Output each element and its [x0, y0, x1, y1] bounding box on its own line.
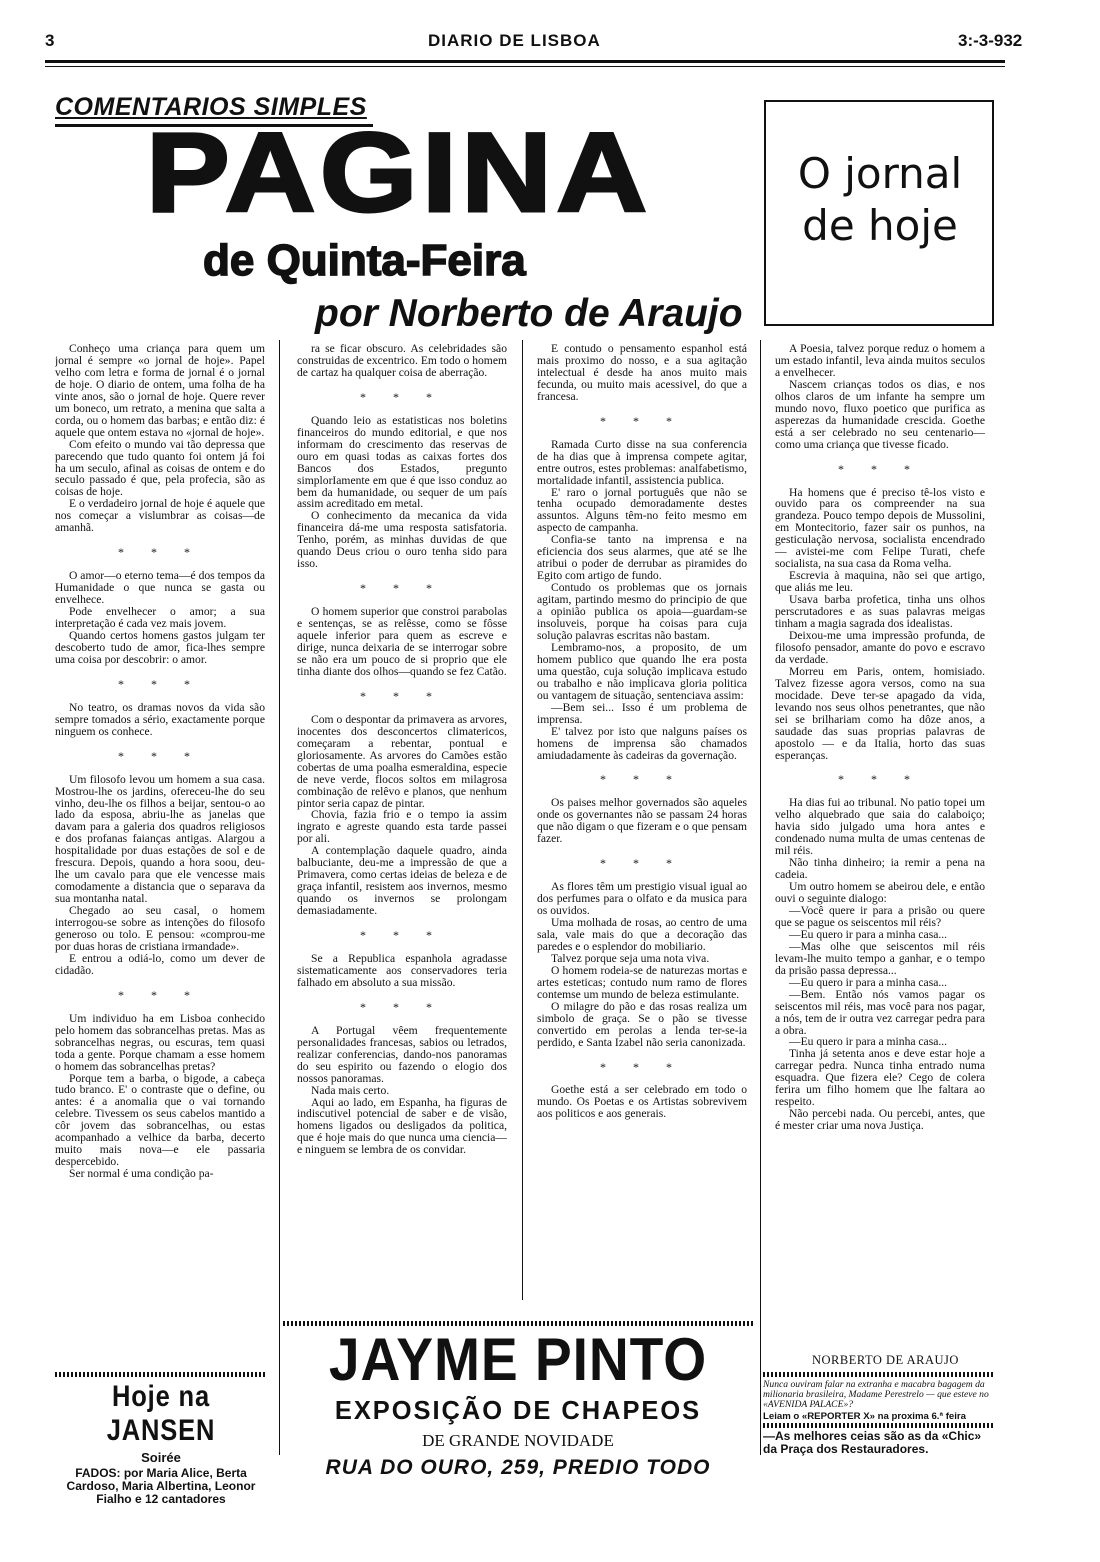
article-paragraph: Um filosofo levou um homem a sua casa. Mostrou-lhe os jardins, ofereceu-lhe do seu vinho, deu-lhe os filhos a beijar, sentou-o ao lado da esposa, abriu-lhe as janelas que davam para a galeria dos quadros religiosos e dos profanas faianças antigas. Alargou a hospitalidade por duas estações de sol e de frescura. Depois, quando a hora soou, deu-lhe um cavalo para que ele vencesse mais comodamente a distancia que o separava da sua montanha natal.	[55, 772, 265, 906]
issue-date: 3:-3-932	[958, 31, 1023, 50]
article-paragraph: Quando certos homens gastos julgam ter descoberto tudo de amor, fica-lhes sempre uma coisa por descobrir: o amor.	[55, 628, 265, 666]
newspaper-name: DIARIO DE LISBOA	[428, 31, 601, 50]
article-paragraph: Um individuo ha em Lisboa conhecido pelo homem das sobrancelhas pretas. Mas as sobrancelhas negras, ou escuras, tem quasi toda a gente. Porque chamam a esse homem o homem das sobrancelhas pretas?	[55, 1011, 265, 1073]
section-title: COMENTARIOS SIMPLES	[55, 93, 367, 121]
article-paragraph: As flores têm um prestigio visual igual ao dos perfumes para o olfato e da musica para os ouvidos.	[537, 880, 747, 918]
article-paragraph: Aqui ao lado, em Espanha, ha figuras de indiscutivel potencial de saber e de visão, homens ligados ou desligados da politica, que é hoje mais do que nunca uma ciencia—e ninguem se lembra de os convidar.	[297, 1095, 507, 1157]
article-paragraph: —Eu quero ir para a minha casa...	[789, 927, 948, 941]
article-paragraph: Nada mais certo.	[311, 1083, 390, 1097]
ad-reporter-border-bottom	[763, 1423, 995, 1428]
article-paragraph: Talvez porque seja uma nota viva.	[551, 951, 710, 965]
article-paragraph: Nascem crianças todos os dias, e nos olhos claros de um infante ha sempre um mundo novo, fluxo poetico que purifica as asperezas da humanidade crescida. Goethe está a ser celebrado no seu centenario—como uma criança que tivesse ficado.	[775, 377, 985, 451]
article-paragraph: O milagre do pão e das rosas realiza um simbolo de graça. Se o pão se tivesse convertido em perolas a lenda ter-se-ia perdido, e Santa Izabel não seria canonizada.	[537, 999, 747, 1049]
article-paragraph: A Poesia, talvez porque reduz o homem a um estado infantil, leva ainda muitos seculos a envelhecer.	[775, 343, 985, 379]
article-paragraph: Ha dias fui ao tribunal. No patio topei um velho alquebrado que saia do calaboiço; havia sido julgado uma hora antes e condenado numa multa de umas centenas de mil réis.	[775, 796, 985, 858]
article-paragraph: Uma molhada de rosas, ao centro de uma sala, vale mais do que a decoração das paredes e o esplendor do mobiliario.	[537, 916, 747, 953]
ad-jansen-title: Hoje na JANSEN	[106, 1380, 216, 1447]
article-paragraph: —Você quere ir para a prisão ou quere que se pague os seiscentos mil réis?	[775, 903, 985, 929]
sub-headline: de Quinta-Feira	[203, 236, 526, 285]
article-column-3	[537, 343, 747, 1300]
article-paragraph: Chegado ao seu casal, o homem interrogou-se sobre as intenções do filosofo generoso ou tolo. E pensou: «comprou-me por duas horas de cristiana irmandade».	[55, 904, 265, 953]
article-paragraph: Quando leio as estatisticas nos boletins financeiros do mundo editorial, e que nos informam do crescimento das reservas de ouro em quasi todas as caixas fortes dos Bancos dos Estados, pregunto simplorIamente em que é que isso conduz ao bem da humanidade, ou sequer de um país assim acreditado em metal.	[297, 413, 507, 511]
article-paragraph: E contudo o pensamento espanhol está mais proximo do nosso, e a sua agitação intelectual é desde ha anos muito mais fecunda, ou muito mais acessivel, do que a francesa.	[537, 343, 747, 403]
header-rule-thin	[45, 66, 1005, 67]
article-paragraph: ra se ficar obscuro. As celebridades são construidas de excentrico. Em todo o homem de cartaz ha qualquer coisa de aberração.	[297, 343, 507, 379]
section-separator-stars: * * *	[360, 688, 444, 703]
section-separator-stars: * * *	[360, 389, 444, 404]
article-paragraph: Porque tem a barba, o bigode, a cabeça tudo branco. E' o contraste que o define, ou antes: é a anomalia que o vai tornando celebre. Tivessem os seus cabelos mantido a côr jovem das sobrancelhas, ou estas acompanhado a velhice da barba, decerto muito mais nova—e ele passaria despercebido.	[55, 1071, 265, 1169]
page-number: 3	[45, 31, 55, 50]
column-divider-1	[279, 340, 280, 1455]
ad-jayme-line2: DE GRANDE NOVIDADE	[422, 1431, 614, 1450]
ad-jansen	[55, 1380, 267, 1506]
article-paragraph: Com o despontar da primavera as arvores, inocentes dos desconcertos climatericos, começaram a rebentar, pontual e gloriosamente. As arvores do Camões estão cobertas de uma poalha esmeraldina, especie de neve verde, flocos soltos em milagrosa combinação de relêvo e planos, que nenhum pintor seria capaz de pintar.	[297, 712, 507, 810]
ad-jayme	[283, 1326, 753, 1482]
article-paragraph: Lembramo-nos, a proposito, de um homem publico que quando lhe era posta uma questão, cuja solução implicava estudo ou trabalho e não implicava gloria politica ou vantagem de situação, sentenciava assim:	[537, 640, 747, 702]
ad-reporter-border-top	[763, 1372, 995, 1377]
sidebar-box	[764, 100, 994, 326]
article-column-4	[775, 343, 985, 1333]
ad-reporter-cta: Leiam o «REPORTER X» na proxima 6.ª feira	[763, 1410, 966, 1422]
byline: por Norberto de Araujo	[315, 292, 743, 335]
section-separator-stars: * * *	[600, 856, 684, 871]
article-paragraph: O conhecimento da mecanica da vida financeira dá-me uma resposta satisfatoria. Tenho, porém, as minhas duvidas de que quando Deus criou o ouro tenha sido para isso.	[297, 509, 507, 571]
article-paragraph: No teatro, os dramas novos da vida são sempre tomados a sério, exactamente porque ninguem os conhece.	[55, 700, 265, 738]
ad-jansen-border-top	[55, 1372, 267, 1377]
article-paragraph: Confia-se tanto na imprensa e na eficiencia dos seus alarmes, que até se lhe atribui o poder de derrubar as piramides do Egito com artigo de fundo.	[537, 533, 747, 583]
section-separator-stars: * * *	[600, 772, 684, 787]
ad-jansen-subtitle: Soirée	[141, 1450, 181, 1465]
section-separator-stars: * * *	[118, 676, 202, 691]
section-separator-stars: * * *	[838, 461, 922, 476]
article-paragraph: Um outro homem se abeirou dele, e então ouvi o seguinte dialogo:	[775, 880, 985, 906]
article-paragraph: Contudo os problemas que os jornais agitam, partindo mesmo do principio de que a opinião publica os apoia—guardam-se insoluveis, porque ha coisas para cuja solução palavras escritas não bastam.	[537, 581, 747, 642]
article-column-1	[55, 343, 265, 1343]
article-paragraph: E' raro o jornal português que não se tenha ocupado demoradamente destes assuntos. Alguns têm-no feito mesmo em aspecto de campanha.	[537, 485, 747, 535]
article-paragraph: Se a Republica espanhola agradasse sistematicamente aos conservadores teria falhado em absoluto a sua missão.	[297, 951, 507, 989]
article-paragraph: E o verdadeiro jornal de hoje é aquele que nos começar a vislumbrar as coisas—de amanhã.	[55, 497, 265, 535]
ad-jansen-text: FADOS: por Maria Alice, Berta Cardoso, Maria Albertina, Leonor Fialho e 12 cantadores	[66, 1466, 256, 1506]
section-separator-stars: * * *	[360, 928, 444, 943]
article-paragraph: Não tinha dinheiro; ia remir a pena na cadeia.	[775, 856, 985, 882]
article-paragraph: E entrou a odiá-lo, como um dever de cidadão.	[55, 951, 265, 977]
article-paragraph: —Bem sei... Isso é um problema de imprensa.	[537, 700, 747, 726]
section-separator-stars: * * *	[600, 413, 684, 428]
sidebar-box-title: O jornal de hoje	[797, 149, 963, 250]
article-paragraph: Com efeito o mundo vai tão depressa que parecendo que tudo quanto foi ontem já foi ha um seculo, afinal as coisas de ontem e do seculo passado é que, pela profecia, são as coisas de hoje.	[55, 437, 265, 499]
article-paragraph: Escrevia à maquina, não sei que artigo, que aliás me leu.	[775, 569, 985, 595]
section-separator-stars: * * *	[600, 1059, 684, 1074]
article-paragraph: Conheço uma criança para quem um jornal é sempre «o jornal de hoje». Papel velho com letra e forma de jornal é o jornal de hoje. O diario de ontem, uma folha de ha vinte anos, são o jornal de hoje. Quere rever um boneco, um retrato, a menina que salta a corda, ou o homem das barbas; e então diz: é aquele que ontem estava no «jornal de hoje».	[55, 343, 265, 439]
article-paragraph: Deixou-me uma impressão profunda, de filosofo pensador, amante do povo e escravo da verdade.	[775, 628, 985, 666]
section-separator-stars: * * *	[118, 748, 202, 763]
article-paragraph: —Mas olhe que seiscentos mil réis levam-lhe muito tempo a ganhar, e o tempo da prisão passa depressa...	[775, 939, 985, 977]
ad-reporter-text: Nunca ouviram falar na extranha e macabra bagagem da milionaria brasileira, Madame Perestrelo — que esteve no «AVENIDA PALACE»?	[763, 1379, 989, 1411]
article-paragraph: Ramada Curto disse na sua conferencia de ha dias que à imprensa compete agitar, entre outros, estes problemas: analfabetismo, mortalidade infantil, assistencia publica.	[537, 437, 747, 487]
section-separator-stars: * * *	[118, 987, 202, 1002]
article-paragraph: —Bem. Então nós vamos pagar os seiscentos mil réis, mas você para nos pagar, a nós, tem de ir outra vez carregar pedra para a obra.	[775, 987, 985, 1037]
column-divider-3	[760, 340, 761, 1455]
main-headline: PAGINA	[146, 110, 652, 235]
section-separator-stars: * * *	[360, 581, 444, 596]
article-paragraph: Pode envelhecer o amor; a sua interpretação é cada vez mais jovem.	[55, 605, 265, 631]
ad-jayme-line3: RUA DO OURO, 259, PREDIO TODO	[325, 1456, 711, 1479]
article-paragraph: —Eu quero ir para a minha casa...	[789, 1035, 948, 1049]
article-paragraph: Ha homens que é preciso tê-los visto e ouvido para os compreender na sua grandeza. Pouco tempo depois de Mussolini, em Montecitorio, fazer sair os punhos, na gesticulação nervosa, socialista encendrado — avistei-me com Felipe Turati, chefe socialista, na sua casa da Roma velha.	[775, 485, 985, 571]
article-paragraph: Morreu em Paris, ontem, homisiado. Talvez fizesse agora versos, como na sua mocidade. Deve ter-se apagado da vida, levando nos seus olhos penetrantes, que não sei se brilhariam como ha dôze anos, a saudade das suas proprias palavras de apostolo — e da Italia, horto das suas esperanças.	[775, 664, 985, 762]
article-paragraph: A contemplação daquele quadro, ainda balbuciante, deu-me a impressão de que a Primavera, como certas ideias de beleza e de graça infantil, resistem aos invernos, mesmo quando os invernos se prolongam demasiadamente.	[297, 844, 507, 918]
article-paragraph: E' talvez por isto que nalguns países os homens de imprensa são chamados amiudadamente às cadeiras da governação.	[537, 724, 747, 762]
ad-reporter	[763, 1380, 995, 1422]
article-paragraph: O homem superior que constroi parabolas e sentenças, se as relêsse, como se fôsse aquele inferior para quem as escreve e dirige, nunca deixaria de se interrogar sobre se não era um pouco de si proprio que ele tinha diante dos olhos—quando se fez Catão.	[297, 605, 507, 678]
author-signature: NORBERTO DE ARAUJO	[812, 1353, 959, 1367]
section-separator-stars: * * *	[118, 545, 202, 560]
article-paragraph: Goethe está a ser celebrado em todo o mundo. Os Poetas e os Artistas sobrevivem aos politicos e aos generais.	[537, 1083, 747, 1121]
article-paragraph: Os paises melhor governados são aqueles onde os governantes não se passam 24 horas que não digam o que fizeram e o que pensam fazer.	[537, 796, 747, 846]
article-paragraph: Usava barba profetica, tinha uns olhos perscrutadores e as suas palavras meigas tinham a magia sagrada dos idealistas.	[775, 593, 985, 631]
header-rule	[45, 60, 1005, 63]
article-paragraph: A Portugal vêem frequentemente personalidades francesas, sabios ou letrados, realizar conferencias, dando-nos panoramas do seu espirito ou fazendo o elogio dos nossos panoramas.	[297, 1023, 507, 1085]
section-separator-stars: * * *	[360, 999, 444, 1014]
article-paragraph: Não percebi nada. Ou percebi, antes, que é mester criar uma nova Justiça.	[775, 1107, 985, 1133]
article-paragraph: Ser normal é uma condição pa-	[69, 1167, 214, 1181]
article-column-2	[297, 343, 507, 1300]
article-paragraph: Chovia, fazia frio e o tempo ia assim ingrato e agreste quando esta tarde passei por ali.	[297, 808, 507, 846]
ad-chic: —As melhores ceias são as da «Chic» da Praça dos Restauradores.	[763, 1429, 982, 1456]
article-paragraph: O homem rodeia-se de naturezas mortas e artes esteticas; contudo num ramo de flores contemse um mundo de beleza estimulante.	[537, 963, 747, 1001]
section-separator-stars: * * *	[838, 772, 922, 787]
article-paragraph: Tinha já setenta anos e deve estar hoje a carregar pedra. Nunca tinha entrado numa esquadra. Que fizera ele? Cego de colera ferira um filho homem que lhe faltara ao respeito.	[775, 1047, 985, 1109]
ad-jayme-name: JAYME PINTO	[328, 1326, 708, 1393]
ad-jayme-line1: EXPOSIÇÃO DE CHAPEOS	[334, 1395, 702, 1425]
article-paragraph: —Eu quero ir para a minha casa...	[789, 975, 948, 989]
column-divider-2	[522, 340, 523, 1300]
article-paragraph: O amor—o eterno tema—é dos tempos da Humanidade o que nunca se gasta ou envelhece.	[55, 569, 265, 607]
